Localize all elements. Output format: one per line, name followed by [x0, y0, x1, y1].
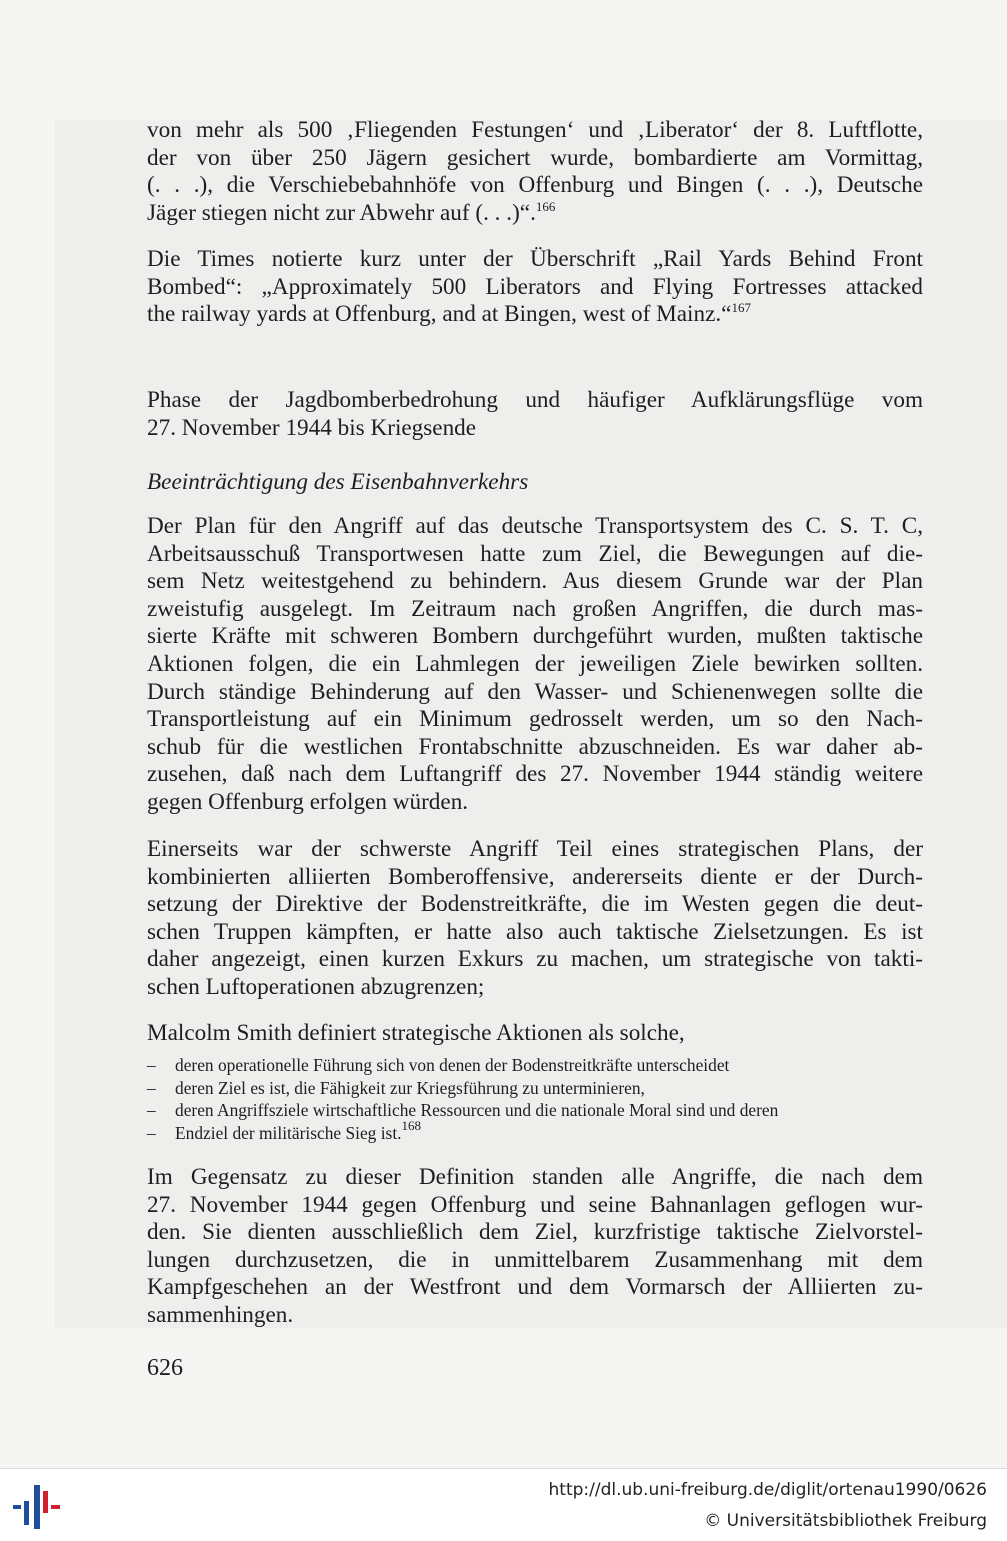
- text-line: Einerseits war der schwerste Angriff Teil eines strategischen Plans, der: [147, 836, 923, 862]
- footnote-marker: 167: [731, 300, 751, 316]
- dash-bullet: –: [147, 1122, 156, 1143]
- list-item: [147, 1117, 923, 1145]
- document-url-link[interactable]: http://dl.ub.uni-freiburg.de/diglit/ortenau1990/0626: [548, 1480, 987, 1500]
- text-line: sammenhingen.: [147, 1301, 294, 1328]
- text-line: Durch ständige Behinderung auf den Wasser- und Schienenwegen sollte die: [147, 678, 923, 705]
- text-line: der von über 250 Jägern gesichert wurde, bombardierte am Vormittag,: [147, 144, 923, 171]
- paragraph-3: [147, 513, 923, 817]
- list-item-text: [175, 1117, 422, 1145]
- text-line: den. Sie dienten ausschließlich dem Ziel, kurzfristige taktische Zielvorstel-: [147, 1219, 923, 1246]
- text-line: Phase der Jagdbomberbedrohung und häufiger Aufklärungsflüge vom: [147, 387, 923, 413]
- paragraph-1: [147, 117, 923, 227]
- text-line: Malcolm Smith definiert strategische Aktionen als solche,: [147, 1020, 685, 1046]
- footer-bar: [0, 1468, 1007, 1541]
- footnote-marker: 168: [401, 1117, 422, 1133]
- ub-freiburg-logo-icon[interactable]: [12, 1481, 62, 1533]
- text-line: schen Luftoperationen abzugrenzen;: [147, 973, 485, 1000]
- dash-bullet: –: [147, 1055, 156, 1075]
- copyright-text: © Universitätsbibliothek Freiburg: [704, 1511, 987, 1531]
- paragraph-4: [147, 836, 923, 1002]
- text-line: Aktionen folgen, die ein Lahmlegen der jeweiligen Ziele bewirken sollten.: [147, 650, 923, 677]
- text-line: zusehen, daß nach dem Luftangriff des 27. November 1944 ständig weitere: [147, 761, 923, 788]
- paragraph-6: [147, 1164, 923, 1330]
- list-item-content: Endziel der militärische Sieg ist.: [175, 1122, 402, 1143]
- text-line: gegen Offenburg erfolgen würden.: [147, 788, 469, 815]
- text-line: sem Netz weitestgehend zu behindern. Aus diesem Grunde war der Plan: [147, 568, 923, 595]
- list-item: [147, 1099, 923, 1122]
- text-line: Der Plan für den Angriff auf das deutsche Transportsystem des C. S. T. C,: [147, 513, 923, 539]
- text-line: Kampfgeschehen an der Westfront und dem Vormarsch der Alliierten zu-: [147, 1274, 923, 1301]
- section-title: [147, 387, 923, 442]
- text-line: Im Gegensatz zu dieser Definition standen alle Angriffe, die nach dem: [147, 1164, 923, 1190]
- list-item: [147, 1054, 923, 1077]
- text-line: (. . .), die Verschiebebahnhöfe von Offenburg und Bingen (. . .), Deutsche: [147, 172, 923, 199]
- text-line: kombinierten alliierten Bomberoffensive, andererseits diente er der Durch-: [147, 863, 923, 890]
- list-item-text: deren Angriffsziele wirtschaftliche Ressourcen und die nationale Moral sind und deren: [175, 1100, 779, 1121]
- text-line: schub für die westlichen Frontabschnitte abzuschneiden. Es war daher ab-: [147, 733, 923, 760]
- dash-bullet: –: [147, 1100, 156, 1121]
- text-line: [147, 301, 923, 329]
- text-line: [147, 200, 923, 228]
- text-line-content: the railway yards at Offenburg, and at Bingen, west of Mainz.“: [147, 301, 732, 328]
- text-line: schen Truppen kämpften, er hatte also auch taktische Zielsetzungen. Es ist: [147, 918, 923, 945]
- paragraph-5: [147, 1020, 923, 1048]
- text-line: Transportleistung auf ein Minimum gedrosselt werden, um so den Nach-: [147, 706, 923, 733]
- paragraph-2: [147, 246, 923, 329]
- text-line: setzung der Direktive der Bodenstreitkräfte, die im Westen gegen die deut-: [147, 891, 923, 918]
- list-item: [147, 1077, 923, 1100]
- text-line: zweistufig ausgelegt. Im Zeitraum nach großen Angriffen, die durch mas-: [147, 595, 923, 622]
- footnote-marker: 166: [535, 198, 556, 214]
- text-line: 27. November 1944 bis Kriegsende: [147, 414, 477, 441]
- list-item-text: deren Ziel es ist, die Fähigkeit zur Kriegsführung zu unterminieren,: [175, 1077, 645, 1098]
- dash-bullet: –: [147, 1077, 156, 1098]
- text-line: 27. November 1944 gegen Offenburg und seine Bahnanlagen geflogen wur-: [147, 1191, 923, 1218]
- page-number: 626: [147, 1355, 183, 1381]
- text-line: Beeinträchtigung des Eisenbahnverkehrs: [147, 469, 529, 495]
- text-line: sierte Kräfte mit schweren Bombern durchgeführt wurden, mußten taktische: [147, 623, 923, 650]
- text-line: lungen durchzusetzen, die in unmittelbarem Zusammenhang mit dem: [147, 1246, 923, 1273]
- definition-list: [147, 1054, 923, 1144]
- subsection-heading: [147, 469, 923, 497]
- text-line: von mehr als 500 ‚Fliegenden Festungen‘ und ‚Liberator‘ der 8. Luftflotte,: [147, 117, 923, 143]
- text-line-content: Jäger stiegen nicht zur Abwehr auf (. . .)“.: [147, 199, 536, 226]
- text-line: Die Times notierte kurz unter der Überschrift „Rail Yards Behind Front: [147, 246, 923, 272]
- text-line: daher angezeigt, einen kurzen Exkurs zu machen, um strategische von takti-: [147, 946, 923, 973]
- list-item-text: deren operationelle Führung sich von denen der Bodenstreitkräfte unterscheidet: [175, 1055, 730, 1075]
- text-line: Arbeitsausschuß Transportwesen hatte zum Ziel, die Bewegungen auf die-: [147, 540, 923, 567]
- text-line: Bombed“: „Approximately 500 Liberators and Flying Fortresses attacked: [147, 273, 923, 300]
